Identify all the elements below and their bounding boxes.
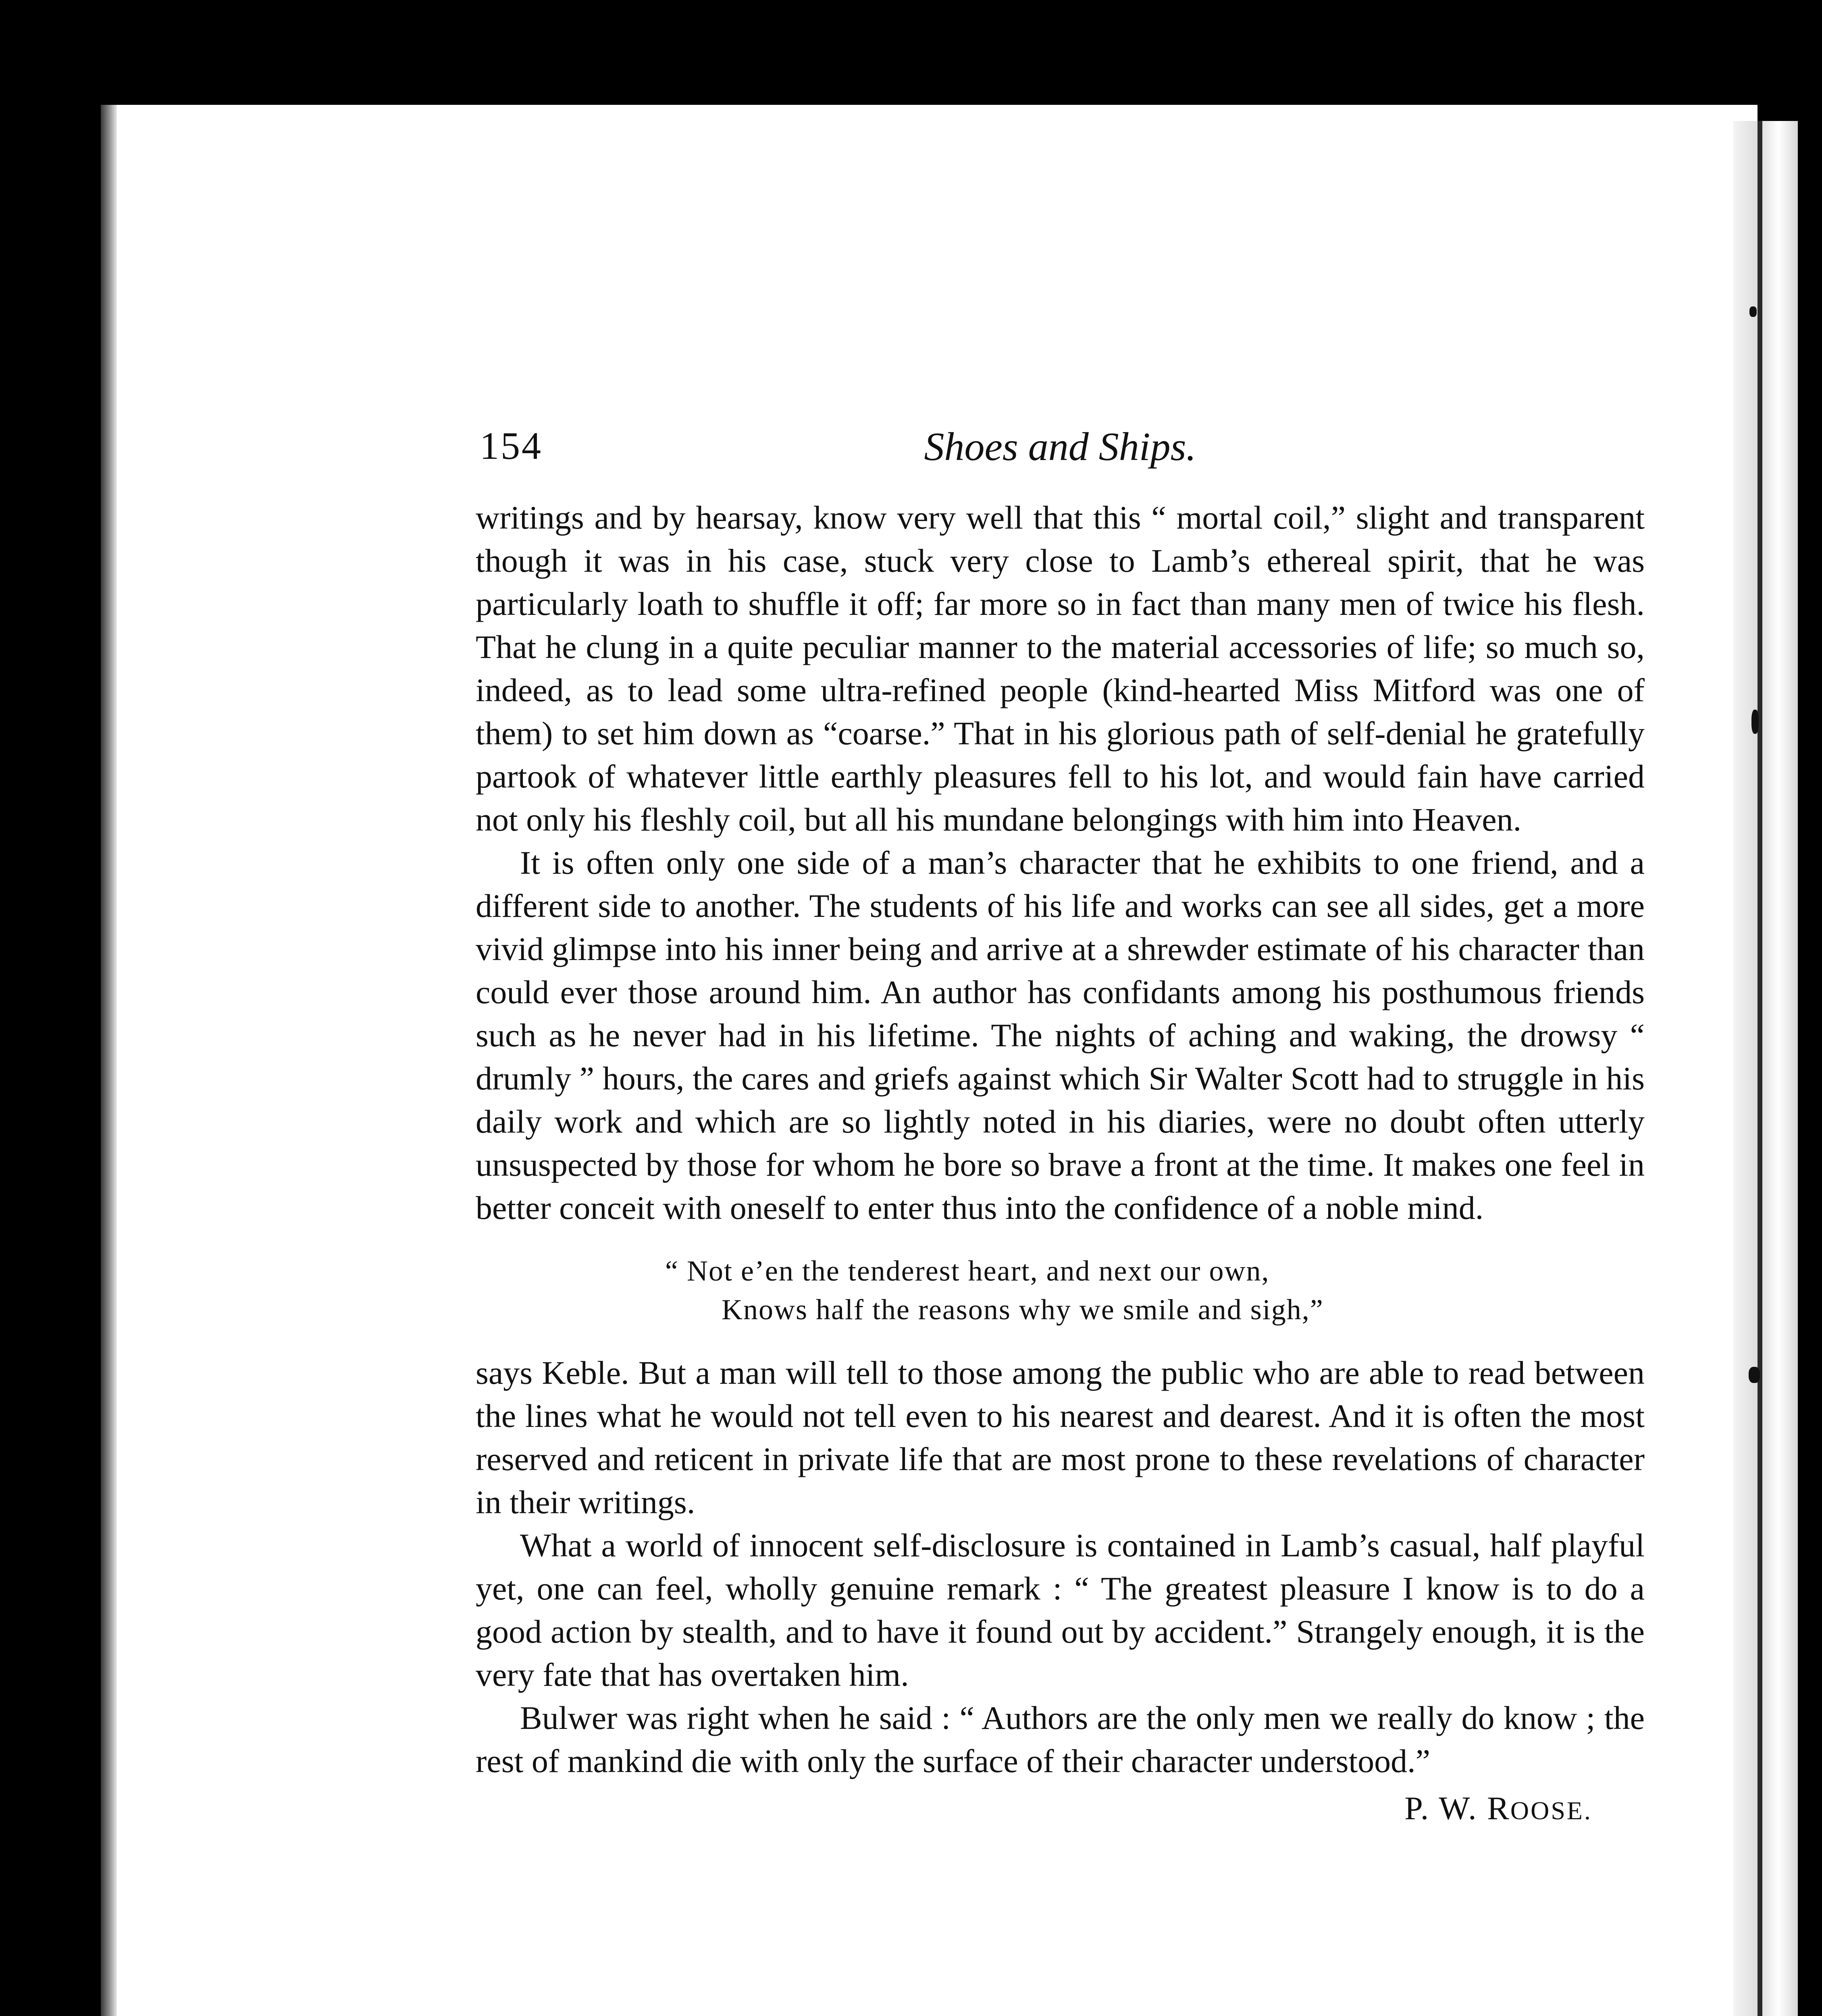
verse-line: “ Not e’en the tenderest heart, and next our own, <box>665 1255 1270 1287</box>
page-header <box>480 423 1641 472</box>
verse-quotation <box>476 1252 1645 1329</box>
adjacent-page-edge <box>1733 121 1798 2016</box>
paragraph: says Keble. But a man will tell to those among the public who are able to read between the lines what he would not tell even to his nearest and dearest. And it is often the most reserved and reticent in private life that are most prone to these revelations of character in their writings. <box>476 1354 1645 1520</box>
page-number: 154 <box>480 424 543 467</box>
scan-speck <box>1749 1367 1760 1383</box>
paragraph: What a world of innocent self-disclosure is contained in Lamb’s casual, half playful yet, one can feel, wholly genuine remark : “ The greatest pleasure I know is to do a good action by stealth, and to have it found out by accident.” Strangely enough, it is the very fate that has overtaken him. <box>476 1527 1645 1693</box>
signature-initials: P. W. R <box>1404 1790 1510 1826</box>
signature-surname-smallcaps: OOSE. <box>1510 1796 1592 1825</box>
article-body <box>476 496 1645 1832</box>
verse-line: Knows half the reasons why we smile and sigh,” <box>722 1293 1324 1326</box>
scan-speck <box>1751 710 1759 734</box>
binding-shadow <box>1758 121 1762 2016</box>
page-gutter-shadow <box>101 105 117 2016</box>
paragraph: Bulwer was right when he said : “ Authors are the only men we really do know ; the rest of mankind die with only the surface of their character understood.” <box>476 1699 1645 1779</box>
book-page <box>101 105 1758 2016</box>
scan-speck <box>1749 306 1757 317</box>
author-signature <box>476 1787 1645 1832</box>
paragraph: It is often only one side of a man’s character that he exhibits to one friend, and a different side to another. The students of his life and works can see all sides, get a more vivid glimpse into his inner being and arrive at a shrewder estimate of his character than could ever those around him. An author has confidants among his posthumous friends such as he never had in his lifetime. The nights of aching and waking, the drowsy “ drumly ” hours, the cares and griefs against which Sir Walter Scott had to struggle in his daily work and which are so lightly noted in his diaries, were no doubt often utterly unsuspected by those for whom he bore so brave a front at the time. It makes one feel in better conceit with oneself to enter thus into the confidence of a noble mind. <box>476 844 1645 1226</box>
paragraph: writings and by hearsay, know very well that this “ mortal coil,” slight and transparent though it was in his case, stuck very close to Lamb’s ethereal spirit, that he was particularly loath to shuffle it off; far more so in fact than many men of twice his flesh. That he clung in a quite peculiar manner to the material accessories of life; so much so, indeed, as to lead some ultra-refined people (kind-hearted Miss Mitford was one of them) to set him down as “coarse.” That in his glorious path of self-denial he gratefully partook of whatever little earthly pleasures fell to his lot, and would fain have carried not only his fleshly coil, but all his mundane belongings with him into Heaven. <box>476 499 1645 838</box>
running-title: Shoes and Ships. <box>924 424 1196 469</box>
